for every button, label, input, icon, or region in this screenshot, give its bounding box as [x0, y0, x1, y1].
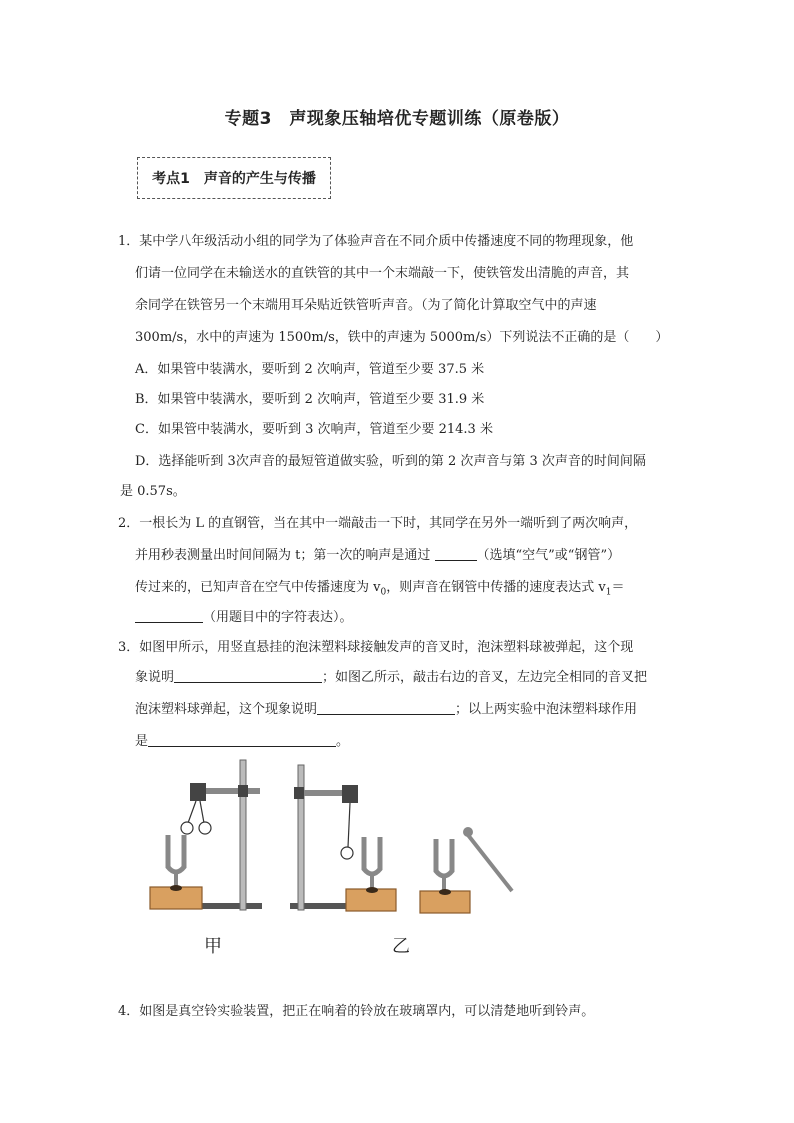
q2-line-4: [135, 606, 353, 625]
q2-sub-0: 0: [380, 587, 387, 598]
q3-line-1: 3．如图甲所示，用竖直悬挂的泡沫塑料球接触发声的音叉时，泡沫塑料球被弹起，这个现: [118, 640, 634, 655]
q1-line-2: 们请一位同学在未输送水的直铁管的其中一个末端敲一下，使铁管发出清脆的声音，其: [135, 266, 630, 281]
section-title: 考点1 声音的产生与传播: [152, 171, 316, 187]
q4-line-1: 4．如图是真空铃实验装置，把正在响着的铃放在玻璃罩内，可以清楚地听到铃声。: [118, 1004, 595, 1019]
q2-line-3: [135, 576, 624, 598]
figure-a-apparatus: [150, 760, 262, 910]
q3-line-2-text-2: ；如图乙所示，敲击右边的音叉，左边完全相同的音叉把: [322, 670, 648, 685]
q1-option-d: D．选择能听到 3次声音的最短管道做实验，听到的第 2 次声音与第 3 次声音的时间间隔: [135, 454, 646, 469]
q2-line-1: 2．一根长为 L 的直钢管，当在其中一端敲击一下时，其同学在另外一端听到了两次响声，: [118, 516, 638, 531]
q2-blank-2[interactable]: [135, 608, 203, 623]
q1-line-4: 300m/s，水中的声速为 1500m/s，铁中的声速为 5000m/s）下列说法不正确的是（ ）: [135, 330, 669, 345]
q2-line-3-text-2: ，则声音在钢管中传播的速度表达式 v: [386, 580, 606, 595]
q2-line-3-text: 传过来的，已知声音在空气中传播速度为 v: [135, 580, 381, 595]
q3-line-3-text-2: ；以上两实验中泡沫塑料球作用: [455, 702, 638, 717]
q2-blank-1[interactable]: [435, 546, 477, 561]
q3-line-4-end: 。: [336, 734, 350, 749]
page-title: 专题3 声现象压轴培优专题训练（原卷版）: [224, 109, 570, 129]
q3-blank-1[interactable]: [174, 668, 322, 683]
q2-line-2: [135, 544, 620, 563]
q1-option-d-cont: 是 0.57s。: [120, 484, 186, 499]
q1-option-a: A．如果管中装满水，要听到 2 次响声，管道至少要 37.5 米: [135, 362, 485, 377]
q3-blank-3[interactable]: [148, 732, 336, 747]
q1-line-1: 1．某中学八年级活动小组的同学为了体验声音在不同介质中传播速度不同的物理现象，他: [118, 234, 634, 249]
q3-line-3-text: 泡沫塑料球弹起，这个现象说明: [135, 702, 318, 717]
q1-option-b: B．如果管中装满水，要听到 2 次响声，管道至少要 31.9 米: [135, 392, 485, 407]
section-box: [137, 157, 331, 199]
q2-line-2-hint: （选填“空气”或“钢管”）: [476, 548, 621, 563]
q1-option-c: C．如果管中装满水，要听到 3 次响声，管道至少要 214.3 米: [135, 422, 493, 437]
q3-line-4: [135, 730, 349, 749]
q2-line-4-text: （用题目中的字符表达）。: [203, 610, 353, 625]
figure-caption-b: 乙: [392, 936, 410, 957]
q3-line-4-text: 是: [135, 734, 149, 749]
q3-blank-2[interactable]: [317, 700, 455, 715]
q2-line-2-text: 并用秒表测量出时间间隔为 t；第一次的响声是通过: [135, 548, 435, 563]
q3-line-2-text: 象说明: [135, 670, 175, 685]
tuning-fork-figure: [140, 755, 530, 925]
figure-b-apparatus: [290, 765, 512, 913]
q1-line-3: 余同学在铁管另一个末端用耳朵贴近铁管听声音。（为了简化计算取空气中的声速: [135, 298, 597, 313]
q2-equals: ＝: [611, 580, 625, 595]
q3-line-2: [135, 666, 647, 685]
q2-sub-1: 1: [605, 587, 612, 598]
figure-caption-a: 甲: [204, 936, 222, 957]
q3-line-3: [135, 698, 637, 717]
